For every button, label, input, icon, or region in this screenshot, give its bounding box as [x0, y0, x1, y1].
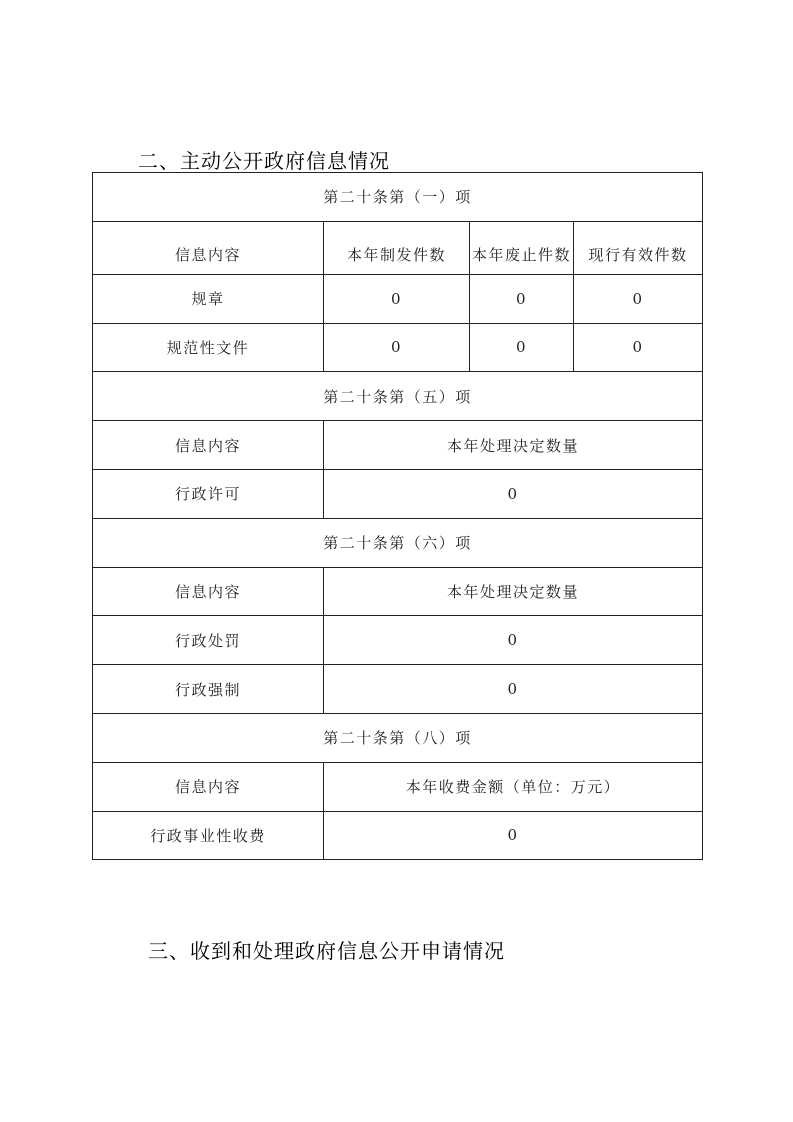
table-row — [93, 274, 703, 323]
table-row — [93, 173, 703, 222]
section-2-heading: 二、主动公开政府信息情况 — [138, 149, 390, 173]
table-row — [93, 323, 703, 372]
cell-value: 0 — [324, 274, 470, 323]
table-row — [93, 713, 703, 762]
section-3-heading: 三、收到和处理政府信息公开申请情况 — [148, 939, 505, 963]
cell-value: 0 — [324, 811, 703, 860]
row-label: 行政强制 — [93, 665, 324, 714]
row-label: 行政处罚 — [93, 616, 324, 665]
item5-title: 第二十条第（五）项 — [93, 372, 703, 421]
disclosure-table — [92, 172, 703, 860]
item6-title: 第二十条第（六）项 — [93, 518, 703, 567]
row-label: 行政许可 — [93, 469, 324, 518]
cell-value: 0 — [324, 323, 470, 372]
column-header: 本年处理决定数量 — [324, 421, 703, 470]
cell-value: 0 — [470, 323, 574, 372]
table-row — [93, 372, 703, 421]
column-header: 信息内容 — [93, 421, 324, 470]
cell-value: 0 — [324, 469, 703, 518]
item8-title: 第二十条第（八）项 — [93, 713, 703, 762]
table-row — [93, 469, 703, 518]
cell-value: 0 — [574, 323, 703, 372]
column-header: 现行有效件数 — [574, 221, 703, 274]
column-header: 本年收费金额（单位：万元） — [324, 762, 703, 811]
table-row — [93, 518, 703, 567]
cell-value: 0 — [324, 616, 703, 665]
column-header: 信息内容 — [93, 221, 324, 274]
table-row — [93, 616, 703, 665]
row-label: 行政事业性收费 — [93, 811, 324, 860]
column-header: 信息内容 — [93, 567, 324, 616]
table-row — [93, 567, 703, 616]
table-row — [93, 811, 703, 860]
cell-value: 0 — [574, 274, 703, 323]
table-row — [93, 665, 703, 714]
row-label: 规范性文件 — [93, 323, 324, 372]
table-row — [93, 221, 703, 274]
column-header: 本年制发件数 — [324, 221, 470, 274]
cell-value: 0 — [470, 274, 574, 323]
column-header: 信息内容 — [93, 762, 324, 811]
column-header: 本年废止件数 — [470, 221, 574, 274]
item1-title: 第二十条第（一）项 — [93, 173, 703, 222]
column-header: 本年处理决定数量 — [324, 567, 703, 616]
table-row — [93, 762, 703, 811]
cell-value: 0 — [324, 665, 703, 714]
table-row — [93, 421, 703, 470]
row-label: 规章 — [93, 274, 324, 323]
